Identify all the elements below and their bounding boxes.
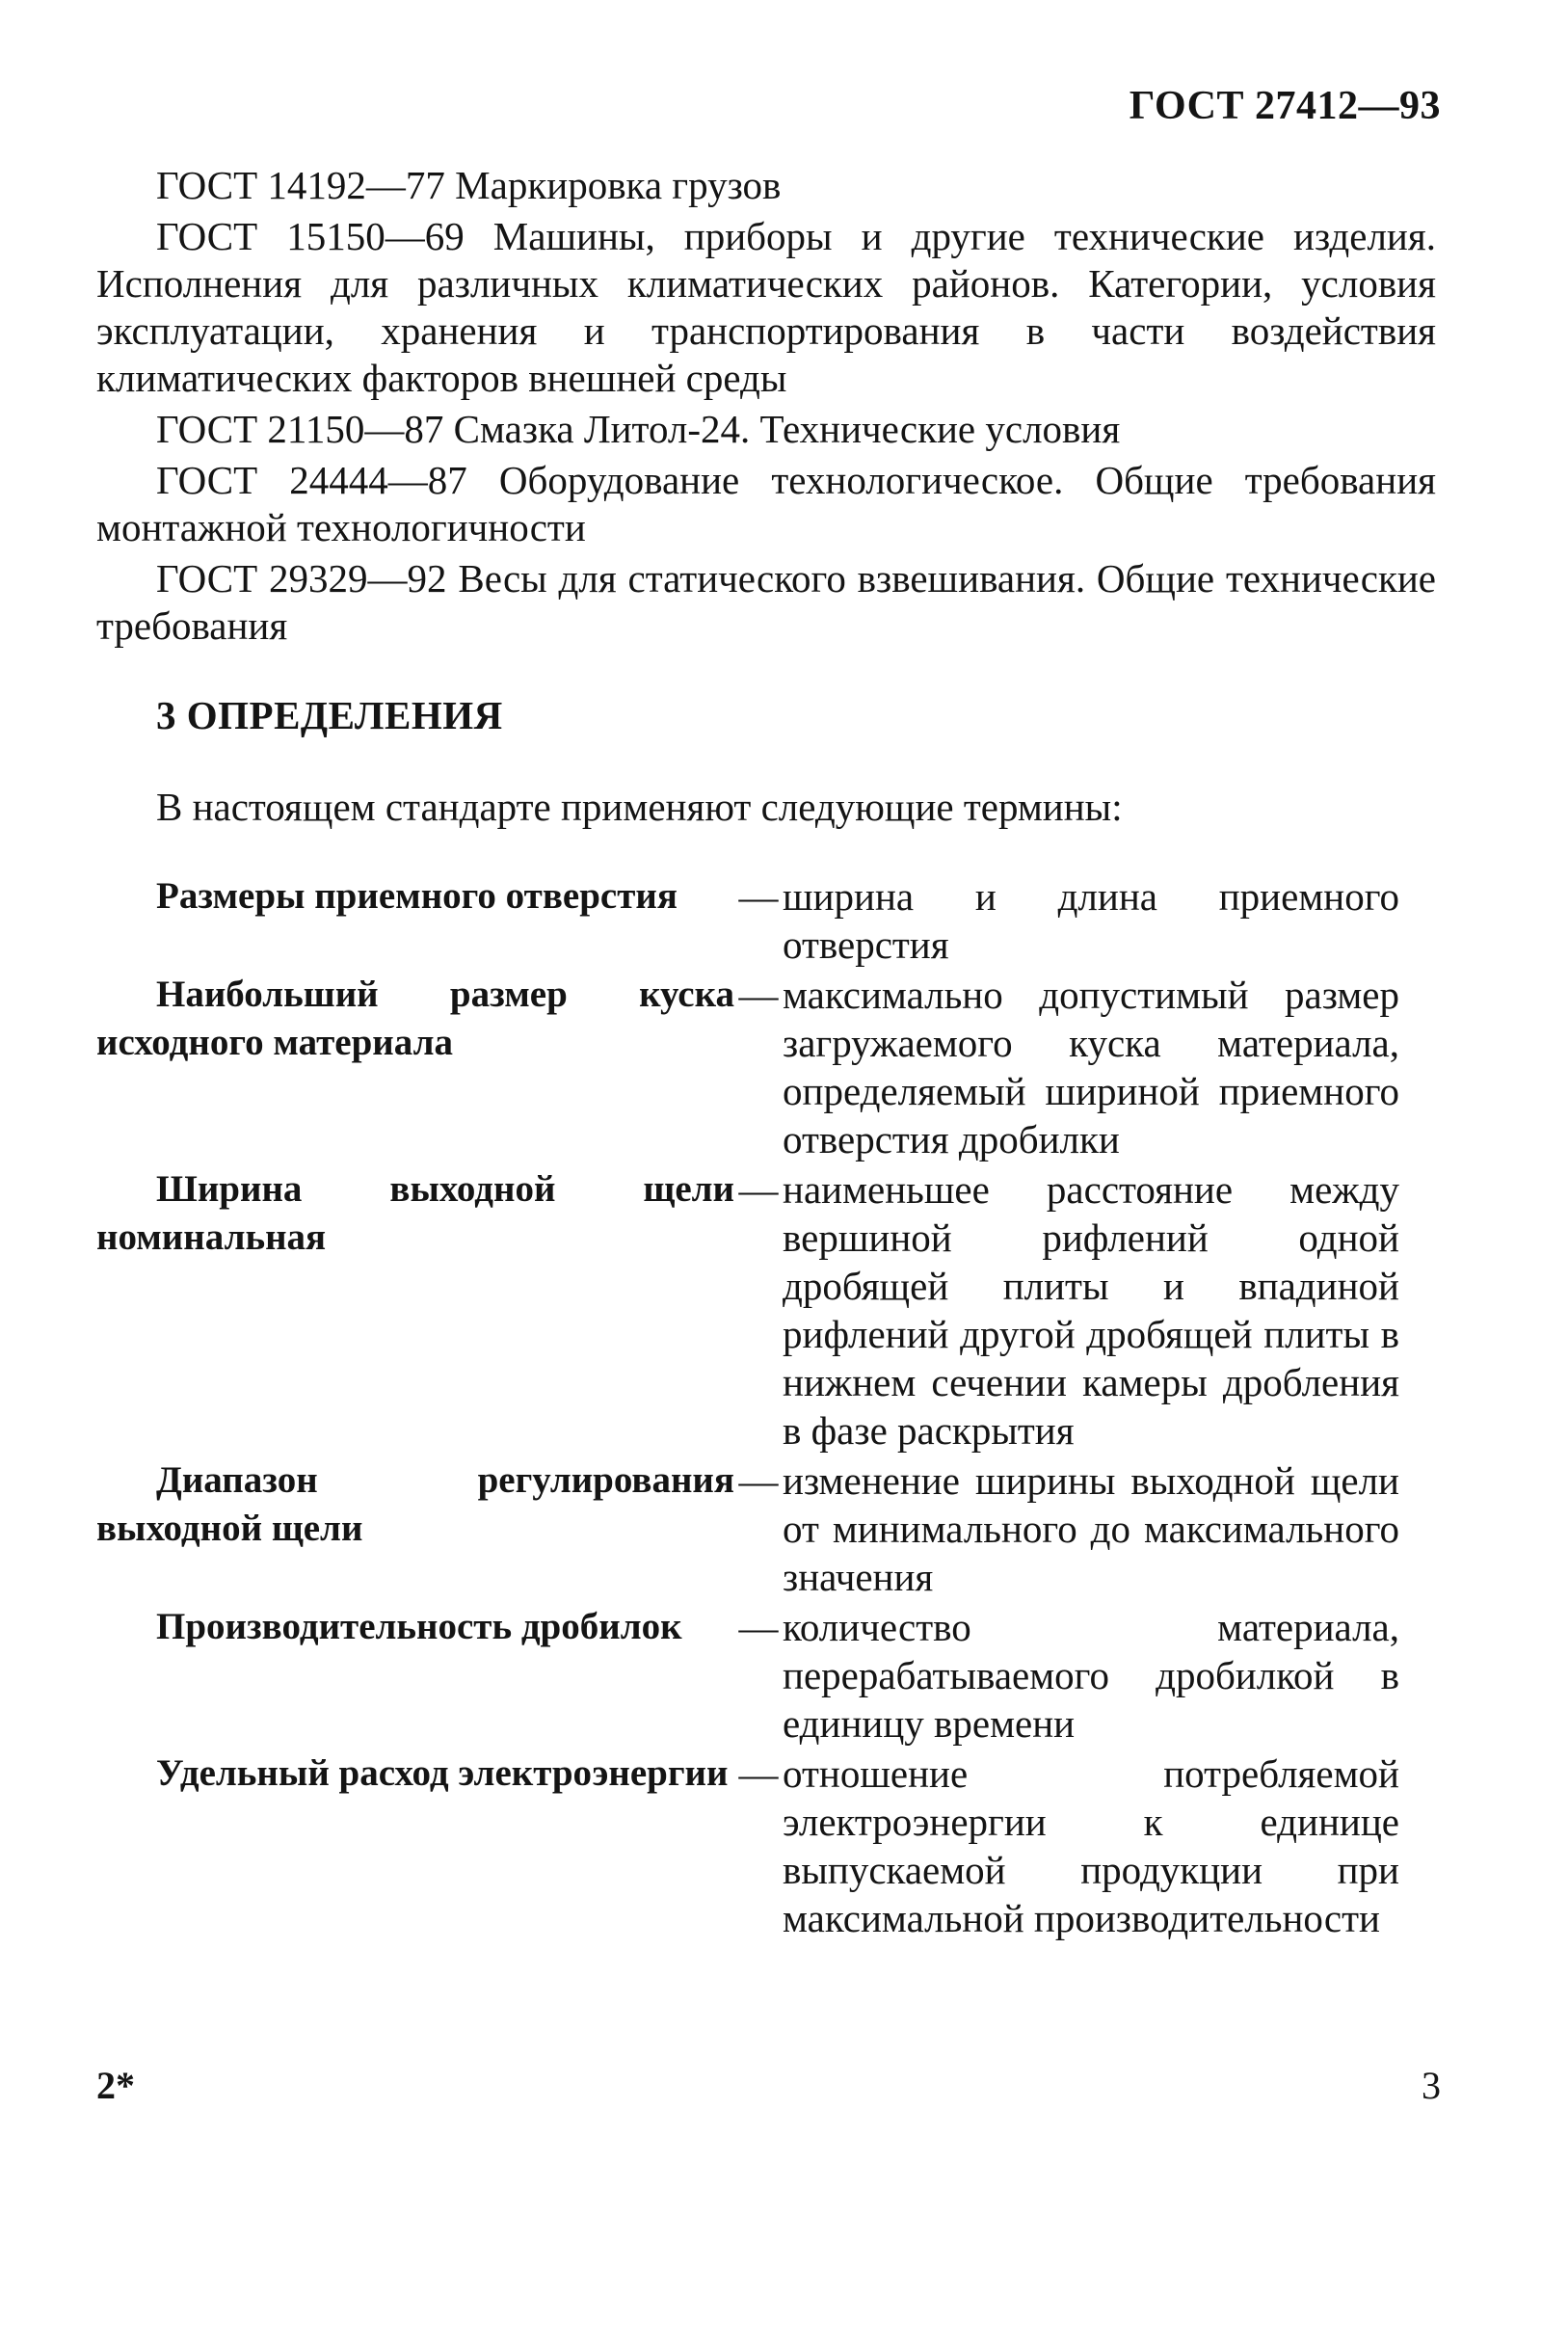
definition-row bbox=[96, 1603, 1436, 1748]
definition-meaning: максимально допустимый размер загружаемого куска материала, определяемый шириной приемного отверстия дробилки bbox=[783, 973, 1399, 1162]
definition-term: Наибольший размер куска исходного материала bbox=[96, 974, 734, 1063]
reference-item: ГОСТ 15150—69 Машины, приборы и другие технические изделия. Исполнения для различных климатических районов. Категории, условия эксплуатации, хранения и транспортирования в части воздействия климатических факторов внешней среды bbox=[96, 214, 1436, 400]
definition-meaning: изменение ширины выходной щели от минимального до максимального значения bbox=[783, 1458, 1399, 1599]
definition-term: Размеры приемного отверстия bbox=[156, 875, 678, 917]
page-header-standard: ГОСТ 27412—93 bbox=[1129, 84, 1441, 128]
definition-row bbox=[96, 1749, 1436, 1942]
definition-meaning: наименьшее расстояние между вершиной рифлений одной дробящей плиты и впадиной рифлений другой дробящей плиты в нижнем сечении камеры дробления в фазе раскрытия bbox=[783, 1167, 1399, 1453]
reference-item: ГОСТ 14192—77 Маркировка грузов bbox=[156, 163, 782, 207]
definition-term: Удельный расход электроэнергии bbox=[156, 1752, 729, 1794]
definition-row bbox=[96, 1165, 1436, 1455]
definition-row bbox=[96, 971, 1436, 1163]
section-intro: В настоящем стандарте применяют следующие термины: bbox=[156, 785, 1123, 829]
definitions-list bbox=[96, 872, 1436, 1944]
references-list bbox=[96, 162, 1436, 654]
reference-item: ГОСТ 21150—87 Смазка Литол-24. Технические условия bbox=[156, 407, 1121, 451]
definition-dash: — bbox=[738, 1605, 779, 1649]
definition-term: Производительность дробилок bbox=[156, 1606, 682, 1647]
definition-meaning: количество материала, перерабатываемого дробилкой в единицу времени bbox=[783, 1605, 1399, 1746]
reference-item: ГОСТ 24444—87 Оборудование технологическое. Общие требования монтажной технологичности bbox=[96, 458, 1436, 549]
definition-meaning: отношение потребляемой электроэнергии к единице выпускаемой продукции при максимальной производительности bbox=[783, 1751, 1399, 1940]
page-number: 3 bbox=[1422, 2064, 1441, 2107]
definition-row bbox=[96, 872, 1436, 969]
definition-dash: — bbox=[738, 1167, 779, 1212]
definition-meaning: ширина и длина приемного отверстия bbox=[783, 874, 1399, 967]
definition-term: Диапазон регулирования выходной щели bbox=[96, 1459, 734, 1549]
definition-dash: — bbox=[738, 1458, 779, 1503]
definition-dash: — bbox=[738, 1751, 779, 1796]
section-title: 3 ОПРЕДЕЛЕНИЯ bbox=[156, 693, 503, 737]
footer-signature: 2* bbox=[96, 2064, 135, 2107]
definition-dash: — bbox=[738, 874, 779, 919]
definition-row bbox=[96, 1456, 1436, 1601]
definition-dash: — bbox=[738, 973, 779, 1017]
reference-item: ГОСТ 29329—92 Весы для статического взвешивания. Общие технические требования bbox=[96, 556, 1436, 648]
definition-term: Ширина выходной щели номинальная bbox=[96, 1168, 734, 1258]
